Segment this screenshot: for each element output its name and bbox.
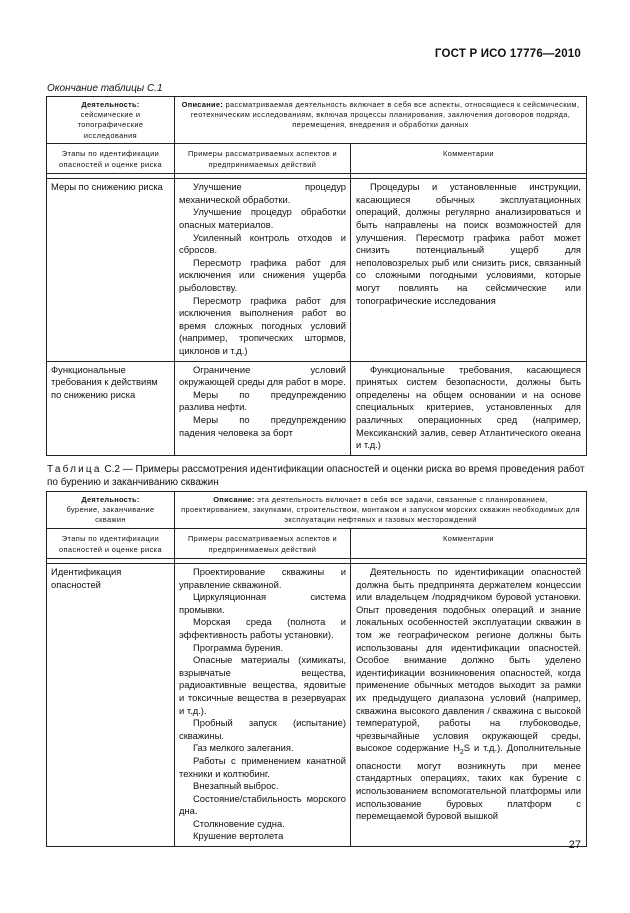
- column-header-comments: Комментарии: [351, 143, 587, 173]
- column-header-stage: Этапы по идентификации опасностей и оценке риска: [47, 528, 175, 558]
- activity-header: [47, 97, 175, 144]
- example-item: Состояние/стабильность морского дна.: [179, 792, 346, 817]
- description-label: Описание:: [181, 100, 224, 109]
- activity-text: бурение, заканчивание скважин: [66, 505, 155, 525]
- continuation-title: Окончание таблицы С.1: [47, 83, 163, 94]
- table-row: [47, 564, 587, 847]
- caption-prefix: Таблица: [47, 464, 102, 475]
- example-item: Усиленный контроль отходов и сбросов.: [179, 231, 346, 256]
- example-item: Ограничение условий окружающей среды для работ в море.: [179, 363, 346, 388]
- comment-text: [356, 566, 581, 823]
- description-text: рассматриваемая деятельность включает в себя все аспекты, относящиеся к сейсмическим, геотехническим исследованиям, включая процессы планирования, заключения договоров подряда, перемещения, внедрения и обработки данных: [190, 100, 580, 130]
- example-item: Проектирование скважины и управление скважиной.: [179, 566, 346, 590]
- stage-cell: Меры по снижению риска: [47, 179, 175, 361]
- description-header: [175, 492, 587, 529]
- example-item: Столкновение судна.: [193, 817, 285, 829]
- examples-cell: [175, 179, 351, 361]
- table-row: [47, 179, 587, 361]
- comment-cell: [351, 361, 587, 455]
- comment-part-b: S и т.д.). Дополнительные опасности могут возникнуть при менее стандартных операциях, таких как бурение с использованием вспомогательной платформы или использование буровых платформ с перемещаемой буровой вышкой: [356, 742, 581, 822]
- example-item: Улучшение процедур обработки опасных материалов.: [179, 206, 346, 230]
- examples-cell: [175, 564, 351, 847]
- column-header-stage: Этапы по идентификации опасностей и оценке риска: [47, 143, 175, 173]
- comment-part-a: Деятельность по идентификации опасностей должна быть предпринята держателем концессии или владельцем /подрядчиком буровой установки. Опыт проведения подобных операций и знание локальных особенностей эксплуатации скважин в том же географическом регионе должны быть использованы для идентификации опасностей. Особое внимание должно быть уделено идентификации возникновения опасностей, когда применение обычных методов выходит за рамки их предыдущего диапазона условий (например, скважина высокого давления / скважина с высокой температурой, работы на глубоководье, чрезвычайные условия окружающей среды, высокое содержание H: [356, 566, 581, 754]
- document-header: ГОСТ Р ИСО 17776—2010: [434, 48, 581, 60]
- example-item: Работы с применением канатной техники и колтюбинг.: [179, 754, 346, 779]
- table-row: [47, 361, 587, 455]
- examples-cell: [175, 361, 351, 455]
- example-item: Внезапный выброс.: [193, 780, 279, 792]
- caption-text: С.2 — Примеры рассмотрения идентификации опасностей и оценки риска во время проведения работ по бурению и заканчиванию скважин: [47, 464, 585, 489]
- example-item: Улучшение процедур механической обработки.: [179, 181, 346, 205]
- example-item: Пересмотр графика работ для исключения или снижения ущерба рыболовству.: [179, 256, 346, 293]
- example-item: Пробный запуск (испытание) скважины.: [179, 717, 346, 741]
- table-c2-caption: [47, 463, 587, 490]
- comment-text: Процедуры и установленные инструкции, касающиеся обычных эксплуатационных операций, должны регулярно анализироваться и быть направлены на поиск возможностей для улучшения. Пересмотр графика работ может снизить потенциальный ущерб для неполовозрелых рыб или снизить риск, связанный со сложными погодными условиями, которые могут повлиять на сейсмические или топографические исследования: [356, 181, 581, 306]
- description-label: Описание:: [213, 495, 255, 504]
- activity-header: [47, 492, 175, 529]
- column-header-examples: Примеры рассматриваемых аспектов и предпринимаемых действий: [175, 528, 351, 558]
- example-item: Циркуляционная система промывки.: [179, 591, 346, 615]
- example-item: Меры по предупреждению разлива нефти.: [179, 388, 346, 413]
- comment-cell: [351, 564, 587, 847]
- stage-cell: Функциональные требования к действиям по снижению риска: [47, 361, 175, 455]
- activity-label: Деятельность:: [81, 495, 140, 504]
- comment-cell: [351, 179, 587, 361]
- subscript-2: 2: [459, 749, 464, 757]
- example-item: Опасные материалы (химикаты, взрывчатые вещества, радиоактивные вещества, ядовитые и токсичные вещества в резервуарах и т.д.).: [179, 654, 346, 716]
- example-item: Программа бурения.: [193, 641, 283, 653]
- page-number: 27: [568, 839, 581, 851]
- description-header: [175, 97, 587, 144]
- stage-cell: Идентификация опасностей: [47, 564, 175, 847]
- table-c1: [46, 96, 587, 456]
- comment-text: Функциональные требования, касающиеся принятых систем безопасности, должны быть определены на общем основании и на основе специальных критериев, установленных для различных операционных сред (например, Мексиканский залив, север Атлантического океана и т.д.): [356, 363, 581, 451]
- example-item: Меры по предупреждению падения человека за борт: [179, 413, 346, 438]
- example-item: Морская среда (полнота и эффективность работы установки).: [179, 616, 346, 640]
- example-item: Крушение вертолета: [193, 830, 284, 842]
- description-text: эта деятельность включает в себя все задачи, связанные с планированием, проектированием, закупками, строительством, монтажом и запуском морских скважин необходимых для эксплуатации нефтяных и газовых месторождений: [181, 495, 580, 525]
- activity-label: Деятельность:: [81, 100, 140, 109]
- column-header-examples: Примеры рассматриваемых аспектов и предпринимаемых действий: [175, 143, 351, 173]
- table-c2: [46, 491, 587, 847]
- column-header-comments: Комментарии: [351, 528, 587, 558]
- example-item: Пересмотр графика работ для исключения выполнения работ во время сложных погодных условий (например, тропических штормов, циклонов и т.д.): [179, 294, 346, 356]
- example-item: Газ мелкого залегания.: [193, 742, 294, 754]
- activity-text: сейсмические и топографические исследования: [77, 110, 144, 140]
